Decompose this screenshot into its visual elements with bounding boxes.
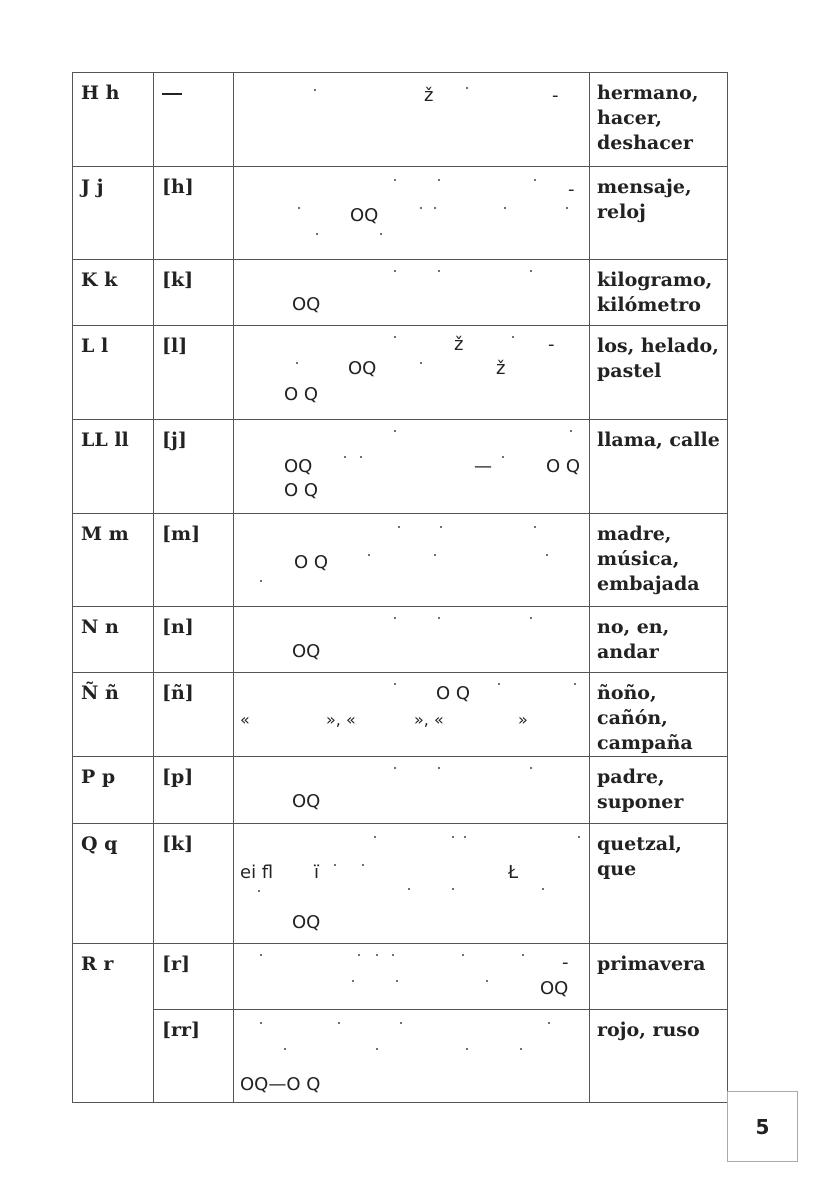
dot-mark [542, 888, 544, 890]
examples-cell: kilogramo, kilómetro [590, 260, 728, 326]
letter-cell: K k [73, 260, 154, 326]
dot-mark [376, 1048, 378, 1050]
description-cell [234, 167, 590, 260]
dot-mark [434, 554, 436, 556]
dot-mark [570, 430, 572, 432]
glyph-fragment: O Q [284, 480, 319, 501]
dot-mark [462, 954, 464, 956]
glyph-fragment: ž [496, 358, 506, 379]
dot-mark [566, 207, 568, 209]
letter-cell: Q q [73, 824, 154, 944]
examples-cell: hermano, hacer, deshacer [590, 73, 728, 167]
dot-mark [394, 179, 396, 181]
description-cell [234, 260, 590, 326]
ipa-cell: [ñ] [154, 673, 234, 757]
ipa-cell: [j] [154, 420, 234, 514]
table-row [73, 673, 728, 757]
dot-mark [486, 980, 488, 982]
letter-cell: R r [73, 944, 154, 1103]
dot-mark [502, 456, 504, 458]
dot-mark [438, 270, 440, 272]
glyph-fragment: OQ—O Q [240, 1074, 321, 1095]
dot-mark [380, 233, 382, 235]
dot-mark [344, 456, 346, 458]
dot-mark [394, 336, 396, 338]
glyph-fragment: O Q [436, 683, 471, 704]
description-cell [234, 673, 590, 757]
glyph-fragment: OQ [284, 456, 313, 477]
dot-mark [260, 954, 262, 956]
dot-mark [360, 456, 362, 458]
dot-mark [316, 233, 318, 235]
glyph-fragment: Ł [508, 862, 519, 883]
dot-mark [400, 1022, 402, 1024]
ipa-cell: [k] [154, 260, 234, 326]
ipa-cell: [m] [154, 514, 234, 607]
description-cell [234, 1010, 590, 1103]
examples-cell: ñoño, cañón, campaña [590, 673, 728, 757]
ipa-cell: [l] [154, 326, 234, 420]
dot-mark [334, 864, 336, 866]
letter-cell: L l [73, 326, 154, 420]
glyph-fragment: - [552, 85, 559, 106]
glyph-fragment: OQ [348, 358, 377, 379]
ipa-cell: [k] [154, 824, 234, 944]
dot-mark [530, 617, 532, 619]
ipa-cell: [rr] [154, 1010, 234, 1103]
glyph-fragment: OQ [292, 912, 321, 933]
letter-cell: LL ll [73, 420, 154, 514]
glyph-fragment: O Q [284, 384, 319, 405]
dash-mark [162, 93, 182, 95]
dot-mark [358, 954, 360, 956]
glyph-fragment: OQ [292, 641, 321, 662]
examples-cell: quetzal, que [590, 824, 728, 944]
dot-mark [374, 836, 376, 838]
dot-mark [338, 1022, 340, 1024]
dot-mark [464, 836, 466, 838]
dot-mark [534, 526, 536, 528]
glyph-fragment: O Q [546, 456, 581, 477]
dot-mark [498, 683, 500, 685]
dot-mark [512, 336, 514, 338]
table-row [73, 607, 728, 673]
dot-mark [452, 836, 454, 838]
glyph-fragment: ï [314, 862, 320, 883]
examples-cell: padre, suponer [590, 757, 728, 824]
dot-mark [546, 554, 548, 556]
glyph-fragment: O Q [294, 552, 329, 573]
glyph-fragment: OQ [350, 205, 379, 226]
dot-mark [574, 683, 576, 685]
dot-mark [260, 1022, 262, 1024]
description-cell [234, 944, 590, 1010]
dot-mark [392, 954, 394, 956]
dot-mark [398, 526, 400, 528]
dot-mark [522, 954, 524, 956]
dot-mark [438, 617, 440, 619]
page-number: 5 [727, 1091, 798, 1162]
description-cell [234, 824, 590, 944]
table-row [73, 420, 728, 514]
dot-mark [530, 767, 532, 769]
dot-mark [466, 87, 468, 89]
glyph-fragment: OQ [292, 294, 321, 315]
dot-mark [362, 864, 364, 866]
examples-cell: madre, música, embajada [590, 514, 728, 607]
dot-mark [394, 767, 396, 769]
glyph-fragment: OQ [540, 978, 569, 999]
description-cell [234, 420, 590, 514]
dot-mark [260, 580, 262, 582]
glyph-fragment: ei fl [240, 862, 274, 883]
glyph-fragment: « [240, 710, 250, 729]
table-row [73, 1010, 728, 1103]
dot-mark [296, 362, 298, 364]
dot-mark [520, 1048, 522, 1050]
glyph-fragment: » [518, 710, 528, 729]
ipa-cell [154, 73, 234, 167]
dot-mark [408, 888, 410, 890]
dot-mark [578, 836, 580, 838]
description-cell [234, 757, 590, 824]
letter-cell: N n [73, 607, 154, 673]
dot-mark [284, 1048, 286, 1050]
glyph-fragment: », « [326, 710, 356, 729]
dot-mark [298, 207, 300, 209]
dot-mark [438, 767, 440, 769]
dot-mark [314, 89, 316, 91]
letter-cell: J j [73, 167, 154, 260]
dot-mark [258, 890, 260, 892]
dot-mark [434, 207, 436, 209]
dot-mark [530, 270, 532, 272]
glyph-fragment: — [474, 456, 492, 477]
ipa-cell: [p] [154, 757, 234, 824]
dot-mark [466, 1048, 468, 1050]
table-row [73, 167, 728, 260]
dot-mark [394, 617, 396, 619]
examples-cell: primavera [590, 944, 728, 1010]
glyph-fragment: ž [424, 85, 434, 106]
description-cell [234, 326, 590, 420]
dot-mark [394, 270, 396, 272]
dot-mark [420, 362, 422, 364]
table-row [73, 757, 728, 824]
dot-mark [438, 179, 440, 181]
letter-cell: Ñ ñ [73, 673, 154, 757]
glyph-fragment: ž [454, 334, 464, 355]
letter-cell: H h [73, 73, 154, 167]
examples-cell: llama, calle [590, 420, 728, 514]
dot-mark [394, 683, 396, 685]
table-row [73, 514, 728, 607]
dot-mark [394, 430, 396, 432]
dot-mark [420, 207, 422, 209]
ipa-cell: [r] [154, 944, 234, 1010]
dot-mark [396, 980, 398, 982]
description-cell [234, 73, 590, 167]
glyph-fragment: », « [414, 710, 444, 729]
examples-cell: mensaje, reloj [590, 167, 728, 260]
dot-mark [534, 179, 536, 181]
glyph-fragment: - [568, 179, 575, 200]
letter-cell: M m [73, 514, 154, 607]
dot-mark [352, 980, 354, 982]
table-row [73, 944, 728, 1010]
description-cell [234, 514, 590, 607]
examples-cell: rojo, ruso [590, 1010, 728, 1103]
examples-cell: no, en, andar [590, 607, 728, 673]
dot-mark [440, 526, 442, 528]
table-row [73, 326, 728, 420]
glyph-fragment: OQ [292, 791, 321, 812]
glyph-fragment: - [562, 952, 569, 973]
dot-mark [368, 554, 370, 556]
dot-mark [504, 207, 506, 209]
examples-cell: los, helado, pastel [590, 326, 728, 420]
dot-mark [376, 954, 378, 956]
letter-cell: P p [73, 757, 154, 824]
alphabet-table [72, 72, 728, 1103]
ipa-cell: [n] [154, 607, 234, 673]
glyph-fragment: - [548, 334, 555, 355]
dot-mark [452, 888, 454, 890]
table-row [73, 73, 728, 167]
dot-mark [548, 1022, 550, 1024]
table-row [73, 260, 728, 326]
table-row [73, 824, 728, 944]
description-cell [234, 607, 590, 673]
ipa-cell: [h] [154, 167, 234, 260]
